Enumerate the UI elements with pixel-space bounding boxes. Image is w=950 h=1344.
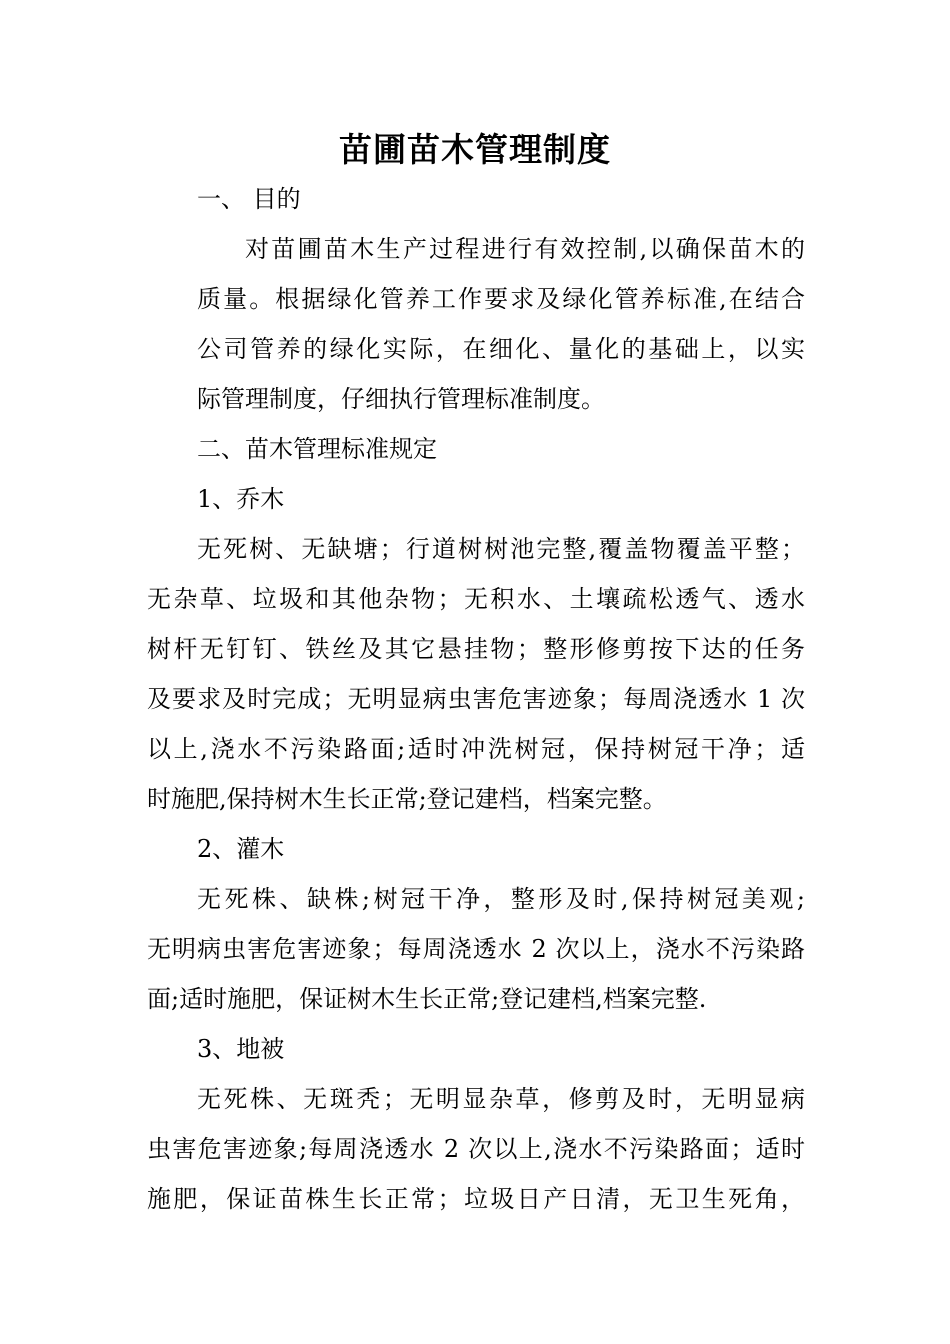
paragraph-line: 公司管养的绿化实际，在细化、量化的基础上，以实: [197, 335, 805, 363]
document-title: 苗圃苗木管理制度: [339, 130, 611, 169]
paragraph-line: 无死树、无缺塘；行道树树池完整,覆盖物覆盖平整；: [197, 535, 805, 563]
subsection-heading-trees: 1、乔木: [197, 485, 285, 513]
paragraph-line: 无死株、缺株;树冠干净，整形及时,保持树冠美观;: [197, 885, 805, 913]
paragraph-line: 及要求及时完成；无明显病虫害危害迹象；每周浇透水 1 次: [147, 685, 805, 713]
section-heading-purpose: 一、 目的: [197, 185, 301, 213]
paragraph-line: 对苗圃苗木生产过程进行有效控制,以确保苗木的: [245, 235, 805, 263]
paragraph-line: 无明病虫害危害迹象；每周浇透水 2 次以上，浇水不污染路: [147, 935, 805, 963]
paragraph-line: 虫害危害迹象;每周浇透水 2 次以上,浇水不污染路面；适时: [147, 1135, 805, 1163]
paragraph-line: 无死株、无斑秃；无明显杂草，修剪及时，无明显病: [197, 1085, 805, 1113]
paragraph-line: 质量。根据绿化管养工作要求及绿化管养标准,在结合: [197, 285, 805, 313]
paragraph-line: 以上,浇水不污染路面;适时冲洗树冠，保持树冠干净；适: [147, 735, 805, 763]
paragraph-line: 际管理制度，仔细执行管理标准制度。: [197, 385, 605, 413]
paragraph-line: 时施肥,保持树木生长正常;登记建档，档案完整。: [147, 785, 667, 813]
paragraph-line: 施肥，保证苗株生长正常；垃圾日产日清，无卫生死角，: [147, 1185, 805, 1213]
section-heading-standards: 二、苗木管理标准规定: [197, 435, 437, 463]
paragraph-line: 无杂草、垃圾和其他杂物；无积水、土壤疏松透气、透水: [147, 585, 805, 613]
subsection-heading-shrubs: 2、灌木: [197, 835, 285, 863]
paragraph-line: 面;适时施肥，保证树木生长正常;登记建档,档案完整.: [147, 985, 707, 1013]
paragraph-line: 树杆无钉钉、铁丝及其它悬挂物；整形修剪按下达的任务: [147, 635, 805, 663]
subsection-heading-groundcover: 3、地被: [197, 1035, 285, 1063]
